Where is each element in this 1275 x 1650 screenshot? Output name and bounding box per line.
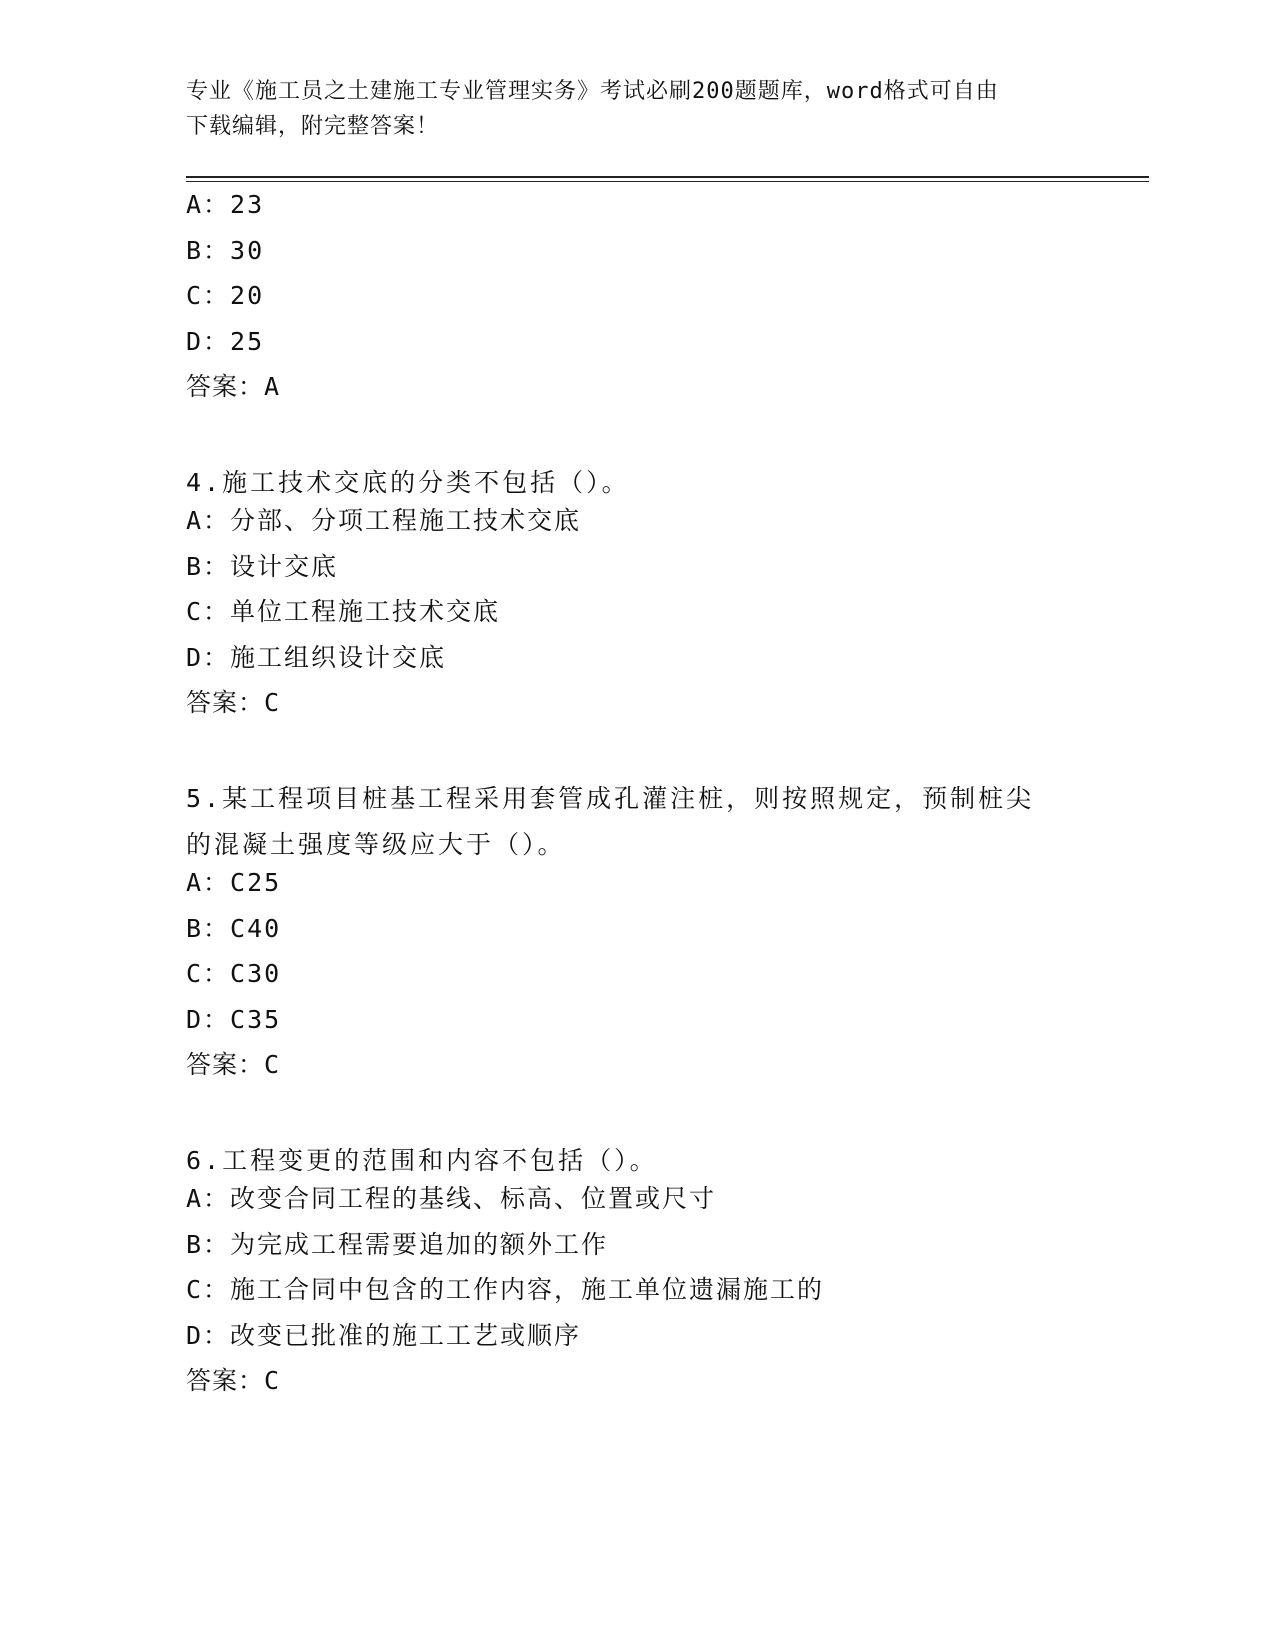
question-stem: 6.工程变更的范围和内容不包括（）。: [186, 1146, 658, 1175]
question-6: [186, 1138, 1066, 1396]
question-5: [186, 776, 1066, 1080]
answer-value: A: [264, 372, 281, 401]
option-b: B：C40: [186, 913, 282, 943]
header-rule-thick: [186, 176, 1149, 178]
question-stem: 4.施工技术交底的分类不包括（）。: [186, 468, 630, 497]
option-a: A：改变合同工程的基线、标高、位置或尺寸: [186, 1184, 717, 1213]
question-3: [186, 190, 1066, 402]
question-list: [186, 190, 1066, 1396]
answer: [186, 372, 1066, 402]
header-line-1: 专业《施工员之土建施工专业管理实务》考试必刷200题题库，word格式可自由: [186, 79, 999, 104]
answer-label: 答案：: [186, 372, 265, 401]
option-b: B：为完成工程需要追加的额外工作: [186, 1229, 609, 1259]
option-b: B：设计交底: [186, 551, 339, 581]
option-c: C：单位工程施工技术交底: [186, 597, 501, 626]
option-d: D：C35: [186, 1004, 282, 1034]
option-a: A：23: [186, 190, 265, 219]
option-c: C：施工合同中包含的工作内容，施工单位遗漏施工的: [186, 1275, 825, 1304]
answer-value: C: [264, 1050, 281, 1079]
answer-label: 答案：: [186, 1366, 265, 1395]
option-d: D：25: [186, 326, 265, 356]
answer: [186, 688, 1066, 718]
option-a: A：分部、分项工程施工技术交底: [186, 506, 582, 535]
option-d: D：施工组织设计交底: [186, 642, 447, 672]
option-c: C：20: [186, 281, 265, 310]
header-rule-thin: [186, 181, 1149, 182]
answer-label: 答案：: [186, 1050, 265, 1079]
header-line-2: 下载编辑，附完整答案！: [186, 114, 440, 139]
question-stem-line-2: 的混凝土强度等级应大于（）。: [186, 830, 566, 859]
answer: [186, 1050, 1066, 1080]
document-header: [186, 74, 1066, 144]
option-c: C：C30: [186, 959, 282, 988]
option-a: A：C25: [186, 868, 282, 897]
option-d: D：改变已批准的施工工艺或顺序: [186, 1320, 582, 1350]
question-4: [186, 460, 1066, 718]
answer-value: C: [264, 688, 281, 717]
question-stem-line-1: 5.某工程项目桩基工程采用套管成孔灌注桩，则按照规定，预制桩尖: [186, 784, 1035, 813]
answer-value: C: [264, 1366, 281, 1395]
option-b: B：30: [186, 235, 265, 265]
answer-label: 答案：: [186, 688, 265, 717]
answer: [186, 1366, 1066, 1396]
